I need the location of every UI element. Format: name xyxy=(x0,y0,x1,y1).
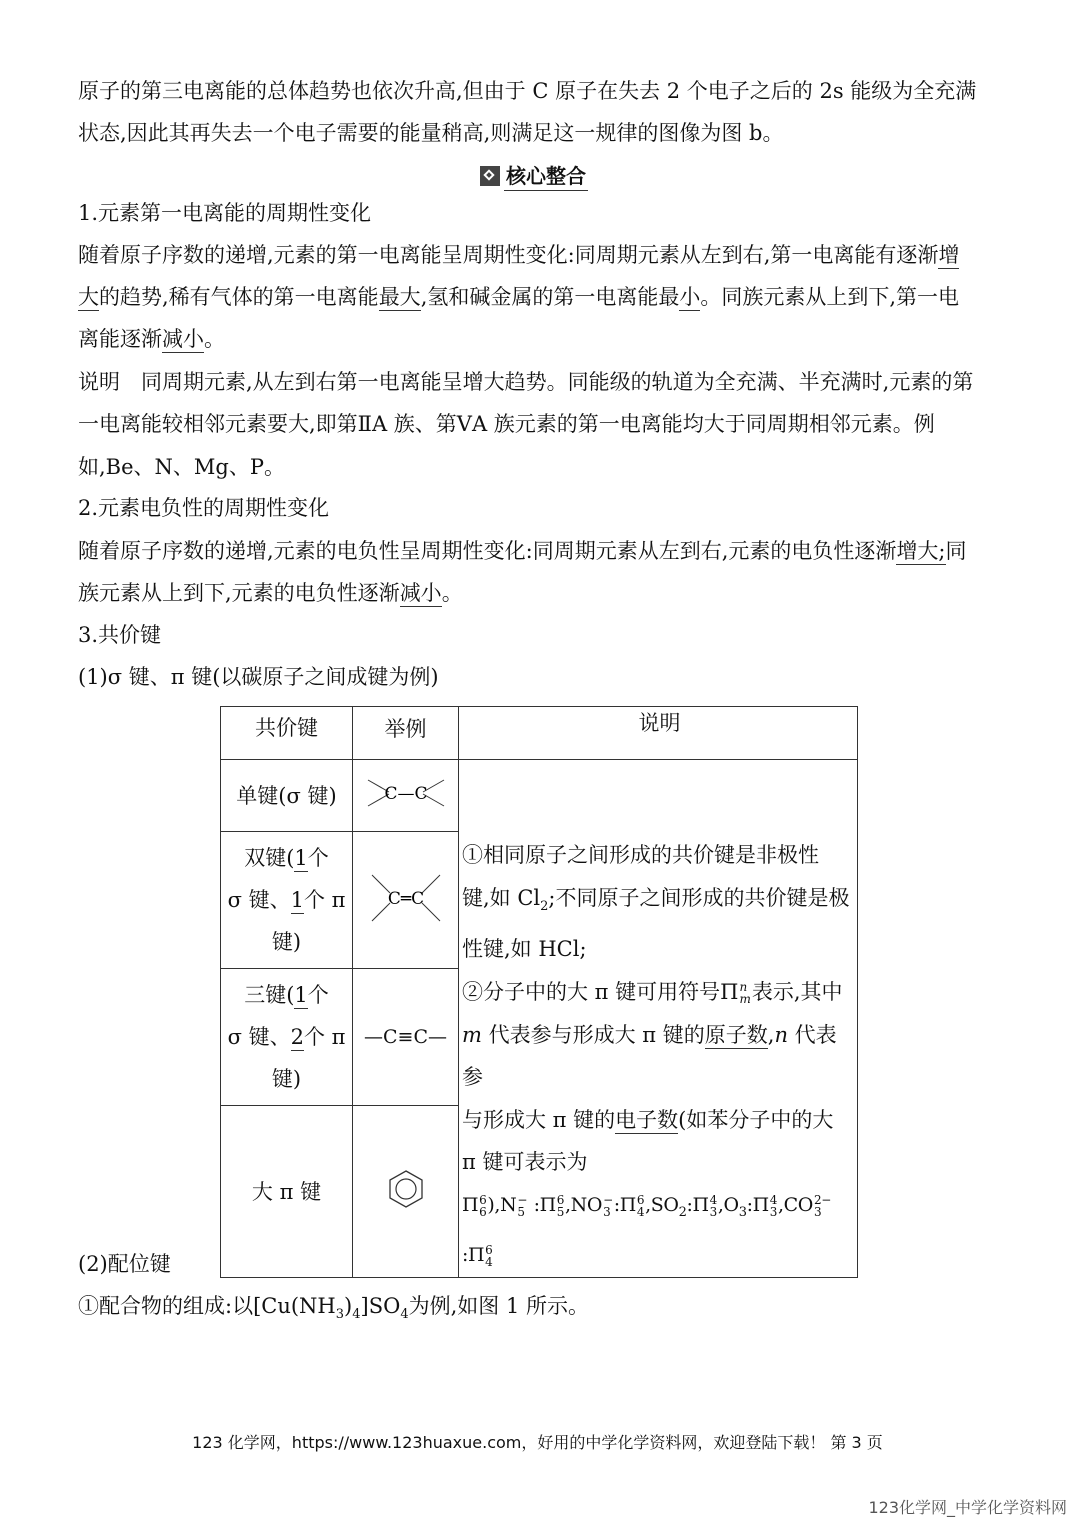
s2-line-1: 随着原子序数的递增,元素的电负性呈周期性变化:同周期元素从左到右,元素的电负性逐渐增大;同 xyxy=(78,539,967,563)
page-footer: 123 化学网，https://www.123huaxue.com，好用的中学化学资料网，欢迎登陆下载！ 第 3 页 xyxy=(192,1433,883,1452)
s3-sub-1: (1)σ 键、π 键(以碳原子之间成键为例) xyxy=(78,665,439,689)
s1-note-3: 如,Be、N、Mg、P。 xyxy=(78,455,285,479)
svg-text:C═C: C═C xyxy=(387,888,424,909)
s1-note-1: 说明 同周期元素,从左到右第一电离能呈增大趋势。同能级的轨道为全充满、半充满时,元素的第 xyxy=(78,370,974,394)
single-bond-diagram xyxy=(356,768,456,818)
example-double-bond xyxy=(353,832,459,969)
example-triple-bond: —C≡C— xyxy=(353,969,459,1106)
example-benzene xyxy=(353,1106,459,1278)
s3-heading: 3.共价键 xyxy=(78,623,162,647)
bond-explanation xyxy=(459,760,858,1278)
diamond-icon xyxy=(480,166,500,186)
intro-line-1: 原子的第三电离能的总体趋势也依次升高,但由于 C 原子在失去 2 个电子之后的 2s 能级为全充满 xyxy=(78,79,977,103)
s2-line-2: 族元素从上到下,元素的电负性逐渐减小。 xyxy=(78,581,463,605)
s3-sub-2-line-1: ①配合物的组成:以$[Cu(NH_3)_4]SO_4$为例,如图 1 所示。 xyxy=(78,1294,589,1323)
bond-explanation-text: ①相同原子之间形成的共价键是非极性 键,如 $Cl_2$;不同原子之间形成的共价键是极 性键,如 HCl; ②分子中的大 π 键可用符号Π n m 表示,其中 m 代表参与形成大 π 键的原子数,n 代表参 与形成大 π 键的电子数(如苯分子中的大 π 键可表示为 Π 6 6 ),N − 5 :Π 6 5 ,NO − 3 :Π 6 4 $,SO_2:\Pi$ 4 3 $,O_3:\Pi$ 4 3 ,CO 2− 3 :Π 6 4 xyxy=(462,843,850,1270)
benzene-ring-icon xyxy=(386,1168,426,1210)
bond-name-single: 单键(σ 键) xyxy=(221,760,353,832)
watermark: 123化学网_中学化学资料网 xyxy=(868,1498,1067,1517)
table-row xyxy=(221,760,858,832)
s1-line-3: 离能逐渐减小。 xyxy=(78,327,225,351)
s1-heading: 1.元素第一电离能的周期性变化 xyxy=(78,201,372,225)
double-bond-diagram xyxy=(356,863,456,933)
s1-line-1: 随着原子序数的递增,元素的第一电离能呈周期性变化:同周期元素从左到右,第一电离能有逐渐增 xyxy=(78,243,960,267)
svg-text:C—C: C—C xyxy=(383,784,428,805)
intro-line-2: 状态,因此其再失去一个电子需要的能量稍高,则满足这一规律的图像为图 b。 xyxy=(78,121,784,145)
section-title xyxy=(480,160,588,191)
covalent-bond-table xyxy=(220,706,858,1278)
section-title-text: 核心整合 xyxy=(504,160,588,191)
table-header: 举例 xyxy=(353,707,459,760)
bond-name-big-pi: 大 π 键 xyxy=(221,1106,353,1278)
table-header: 共价键 xyxy=(221,707,353,760)
bond-name-triple: 三键(1个 σ 键、2个 π 键) xyxy=(221,969,353,1106)
bond-name-double: 双键(1个 σ 键、1个 π 键) xyxy=(221,832,353,969)
s3-sub-2: (2)配位键 xyxy=(78,1252,171,1276)
table-header-row xyxy=(221,707,858,760)
s2-heading: 2.元素电负性的周期性变化 xyxy=(78,496,330,520)
table-header: 说明 xyxy=(459,707,858,760)
s1-line-2: 大的趋势,稀有气体的第一电离能最大,氢和碱金属的第一电离能最小。同族元素从上到下,第一电 xyxy=(78,285,960,309)
s1-note-2: 一电离能较相邻元素要大,即第ⅡA 族、第ⅤA 族元素的第一电离能均大于同周期相邻元素。例 xyxy=(78,412,935,436)
example-single-bond xyxy=(353,760,459,832)
